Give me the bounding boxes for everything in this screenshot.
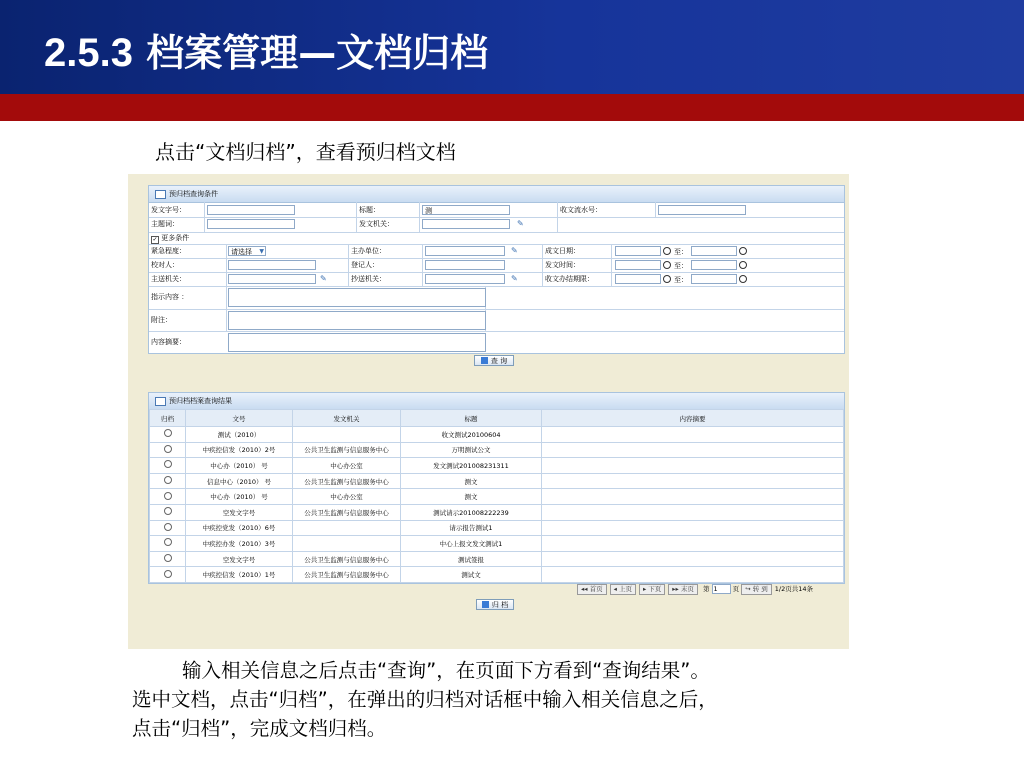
table-row[interactable] (150, 427, 844, 443)
to-label: 至： (674, 276, 688, 284)
doc-number-cell: 中疾控信发（2010）2号 (186, 442, 293, 458)
deadline-label: 收文办结期限： (545, 275, 594, 283)
clock-icon[interactable] (739, 247, 747, 255)
archive-radio-cell[interactable] (150, 520, 186, 536)
table-row[interactable] (150, 504, 844, 520)
registrar-label: 登记人： (351, 261, 379, 269)
table-row[interactable] (150, 536, 844, 552)
table-row[interactable] (150, 551, 844, 567)
main-recipient-input[interactable] (228, 274, 316, 284)
intro-text: 点击“文档归档”，查看预归档文档 (155, 140, 456, 164)
next-page-label: 下页 (648, 585, 662, 593)
archive-radio-cell[interactable] (150, 489, 186, 505)
summary-cell (542, 458, 844, 474)
archive-radio-cell[interactable] (150, 427, 186, 443)
title-cell: 测试签报 (401, 551, 542, 567)
prev-page-label: 上页 (618, 585, 632, 593)
archive-radio[interactable] (164, 507, 172, 515)
archive-radio-cell[interactable] (150, 567, 186, 583)
outro-line-3: 点击“归档”，完成文档归档。 (132, 717, 387, 740)
issue-time-label: 发文时间： (545, 261, 580, 269)
summary-cell (542, 427, 844, 443)
issuing-org-cell (293, 427, 401, 443)
doc-number-cell: 中疾控办发（2010）3号 (186, 536, 293, 552)
query-panel (148, 185, 845, 354)
archive-radio[interactable] (164, 523, 172, 531)
clock-icon[interactable] (739, 275, 747, 283)
slide-title (44, 22, 488, 77)
clock-icon[interactable] (739, 261, 747, 269)
edit-icon[interactable]: ✎ (511, 246, 518, 255)
clock-icon[interactable] (663, 261, 671, 269)
archive-radio[interactable] (164, 538, 172, 546)
host-org-input[interactable] (425, 246, 505, 256)
summary-cell (542, 489, 844, 505)
results-panel-title: 预归档档案查询结果 (169, 397, 232, 405)
page-number-input[interactable]: 1 (712, 584, 731, 594)
title-cell: 测试请示201008222239 (401, 504, 542, 520)
notes-label: 附注： (151, 316, 172, 324)
deadline-from-input[interactable] (615, 274, 661, 284)
pagination (577, 584, 813, 595)
section-number: 2.5.3 (44, 31, 133, 75)
cc-org-label: 抄送机关： (351, 275, 386, 283)
issuing-org-cell (293, 536, 401, 552)
archive-radio-cell[interactable] (150, 473, 186, 489)
summary-label: 内容摘要： (151, 338, 186, 346)
deadline-to-input[interactable] (691, 274, 737, 284)
title-cell: 万明测试公文 (401, 442, 542, 458)
title-text: 档案管理—文档归档 (146, 31, 489, 75)
edit-icon[interactable]: ✎ (517, 219, 524, 228)
doc-number-cell: 中疾控党发（2010）6号 (186, 520, 293, 536)
issue-time-from-input[interactable] (615, 260, 661, 270)
to-label: 至： (674, 248, 688, 256)
query-button[interactable] (474, 355, 514, 366)
issuing-org-cell: 公共卫生监测与信息服务中心 (293, 442, 401, 458)
next-page-button[interactable]: ▸ 下页 (639, 584, 665, 595)
prev-page-button[interactable]: ◂ 上页 (610, 584, 636, 595)
page-info: 1/2页共14条 (774, 585, 814, 593)
archive-icon (482, 601, 489, 608)
issuing-org-cell: 中心办公室 (293, 458, 401, 474)
last-page-button[interactable]: ▸▸ 末页 (668, 584, 698, 595)
go-to-page-label: 转 到 (752, 585, 768, 593)
go-to-page-button[interactable]: ↪ 转 到 (741, 584, 772, 595)
archive-radio-cell[interactable] (150, 458, 186, 474)
column-header: 发文机关 (293, 410, 401, 427)
page-suffix: 页 (732, 585, 740, 593)
title-cell: 发文测试201008231311 (401, 458, 542, 474)
archive-button-label: 归 档 (491, 601, 509, 609)
issuing-org-cell (293, 520, 401, 536)
issuing-org-cell: 公共卫生监测与信息服务中心 (293, 473, 401, 489)
title-cell: 中心上报文发文测试1 (401, 536, 542, 552)
notes-textarea[interactable] (228, 311, 486, 330)
doc-date-label: 成文日期： (545, 247, 580, 255)
archive-radio[interactable] (164, 492, 172, 500)
column-header: 内容摘要 (542, 410, 844, 427)
search-icon (481, 357, 488, 364)
query-panel-header (149, 186, 844, 203)
doc-number-input[interactable] (207, 205, 295, 215)
summary-textarea[interactable] (228, 333, 486, 352)
urgency-select[interactable] (228, 246, 266, 256)
summary-cell (542, 567, 844, 583)
column-header: 文号 (186, 410, 293, 427)
more-conditions-label: 更多条件 (161, 234, 190, 242)
results-table (149, 409, 844, 583)
doc-date-to-input[interactable] (691, 246, 737, 256)
archive-radio-cell[interactable] (150, 551, 186, 567)
archive-radio-cell[interactable] (150, 442, 186, 458)
clock-icon[interactable] (663, 247, 671, 255)
archive-radio[interactable] (164, 460, 172, 468)
table-row[interactable] (150, 473, 844, 489)
doc-number-cell: 中疾控信发（2010）1号 (186, 567, 293, 583)
table-row[interactable] (150, 489, 844, 505)
title-cell: 测试文 (401, 567, 542, 583)
column-header: 归档 (150, 410, 186, 427)
edit-icon[interactable]: ✎ (511, 274, 518, 283)
more-conditions-toggle[interactable] (151, 232, 189, 244)
doc-number-cell: 测试（2010） (186, 427, 293, 443)
doc-date-from-input[interactable] (615, 246, 661, 256)
issuing-org-cell: 中心办公室 (293, 489, 401, 505)
query-panel-title: 预归档查询条件 (169, 190, 218, 198)
summary-cell (542, 504, 844, 520)
summary-cell (542, 473, 844, 489)
edit-icon[interactable]: ✎ (320, 274, 327, 283)
keyword-input[interactable] (207, 219, 295, 229)
to-label: 至： (674, 262, 688, 270)
header-accent-bar (0, 94, 1024, 121)
title-cell: 测文 (401, 489, 542, 505)
title-cell: 请示报告测试1 (401, 520, 542, 536)
title-cell: 测文 (401, 473, 542, 489)
summary-cell (542, 442, 844, 458)
instructions-text (132, 656, 932, 743)
outro-line-1: 输入相关信息之后点击“查询”，在页面下方看到“查询结果”。 (182, 659, 710, 682)
doc-number-cell: 空发文字号 (186, 551, 293, 567)
panel-icon (155, 190, 166, 199)
panel-icon (155, 397, 166, 406)
archive-button[interactable] (476, 599, 514, 610)
instructions-textarea[interactable] (228, 288, 486, 307)
slide-header (0, 0, 1024, 94)
registrar-input[interactable] (425, 260, 505, 270)
archive-radio[interactable] (164, 429, 172, 437)
host-org-label: 主办单位： (351, 247, 386, 255)
results-panel (148, 392, 845, 584)
title-cell: 收文测试20100604 (401, 427, 542, 443)
receive-serial-label: 收文流水号： (560, 206, 602, 214)
archive-radio-cell[interactable] (150, 536, 186, 552)
table-row[interactable] (150, 442, 844, 458)
doc-number-cell: 信息中心（2010） 号 (186, 473, 293, 489)
last-page-label: 末页 (680, 585, 694, 593)
issuing-org-label: 发文机关： (359, 220, 394, 228)
keyword-label: 主题词： (151, 220, 179, 228)
table-row[interactable] (150, 520, 844, 536)
archive-radio[interactable] (164, 554, 172, 562)
clock-icon[interactable] (663, 275, 671, 283)
urgency-label: 紧急程度： (151, 247, 186, 255)
issuing-org-cell: 公共卫生监测与信息服务中心 (293, 567, 401, 583)
archive-radio[interactable] (164, 570, 172, 578)
results-panel-header (149, 393, 844, 410)
receive-serial-input[interactable] (658, 205, 746, 215)
summary-cell (542, 520, 844, 536)
doc-number-cell: 中心办（2010） 号 (186, 489, 293, 505)
subject-label: 标题： (359, 206, 380, 214)
cc-org-input[interactable] (425, 274, 505, 284)
checker-label: 校对人： (151, 261, 179, 269)
urgency-value: 请选择 (231, 248, 252, 256)
first-page-label: 首页 (589, 585, 603, 593)
archive-radio-cell[interactable] (150, 504, 186, 520)
main-recipient-label: 主送机关： (151, 275, 186, 283)
doc-number-cell: 中心办（2010） 号 (186, 458, 293, 474)
subject-input[interactable]: 测 (422, 205, 510, 215)
summary-cell (542, 551, 844, 567)
column-header: 标题 (401, 410, 542, 427)
query-button-label: 查 询 (490, 357, 508, 365)
doc-number-label: 发文字号： (151, 206, 186, 214)
app-screenshot (128, 174, 849, 649)
doc-number-cell: 空发文字号 (186, 504, 293, 520)
chevron-down-icon: ▼ (259, 248, 264, 255)
checkbox-icon[interactable]: ✓ (152, 236, 158, 243)
issuing-org-cell: 公共卫生监测与信息服务中心 (293, 504, 401, 520)
issue-time-to-input[interactable] (691, 260, 737, 270)
outro-line-2: 选中文档，点击“归档”，在弹出的归档对话框中输入相关信息之后， (132, 688, 718, 711)
checker-input[interactable] (228, 260, 316, 270)
summary-cell (542, 536, 844, 552)
instructions-label: 指示内容 ： (151, 293, 189, 301)
table-row[interactable] (150, 458, 844, 474)
first-page-button[interactable]: ◂◂ 首页 (577, 584, 607, 595)
table-row[interactable] (150, 567, 844, 583)
issuing-org-cell: 公共卫生监测与信息服务中心 (293, 551, 401, 567)
archive-radio[interactable] (164, 476, 172, 484)
page-prefix: 第 (702, 585, 710, 593)
table-header-row (150, 410, 844, 427)
archive-radio[interactable] (164, 445, 172, 453)
issuing-org-input[interactable] (422, 219, 510, 229)
